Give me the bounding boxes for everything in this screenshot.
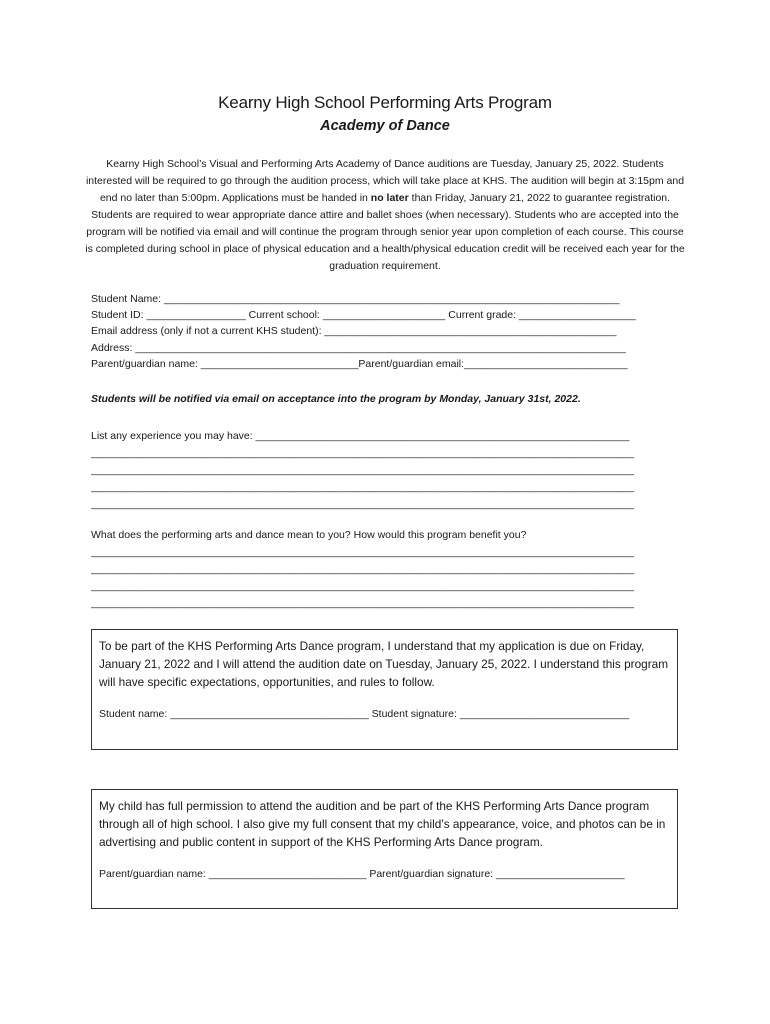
intro-paragraph xyxy=(84,156,686,275)
experience-line[interactable]: _____________________________________________________________________________________________ xyxy=(91,464,635,476)
student-name-field[interactable]: Student Name: ______________________________________________________________________________ xyxy=(91,293,620,305)
meaning-line[interactable]: _____________________________________________________________________________________________ xyxy=(91,563,635,575)
student-id-school-grade-field[interactable]: Student ID: _________________ Current school: _____________________ Current grade: ____________________ xyxy=(91,309,636,322)
intro-text-end: than Friday, January 21, 2022 to guarantee registration. Students are required to wear appropriate dance attire and ballet shoes (when necessary). Students who are accepted into the program will be notified via email and will continue the program through senior year upon completion of each course. This course is completed during school in place of physical education and a health/physical education credit will be received each year for the graduation requirement. xyxy=(85,192,685,272)
student-agreement-text: To be part of the KHS Performing Arts Dance program, I understand that my application is due on Friday, January 21, 2022 and I will attend the audition date on Tuesday, January 25, 2022. I understand this program will have specific expectations, opportunities, and rules to follow. xyxy=(99,639,669,689)
experience-section xyxy=(91,428,681,513)
intro-text-bold: no later xyxy=(370,192,409,204)
student-agreement-box xyxy=(91,629,678,750)
meaning-section xyxy=(91,527,681,612)
page-subtitle: Academy of Dance xyxy=(320,118,450,134)
page-title: Kearny High School Performing Arts Program xyxy=(218,93,552,112)
address-field[interactable]: Address: ____________________________________________________________________________________ xyxy=(91,341,626,354)
meaning-label: What does the performing arts and dance mean to you? How would this program benefit you? xyxy=(91,529,527,541)
experience-label[interactable]: List any experience you may have: ________________________________________________________________ xyxy=(91,430,630,442)
experience-line[interactable]: _____________________________________________________________________________________________ xyxy=(91,447,635,459)
parent-signature-row[interactable]: Parent/guardian name: ___________________________ Parent/guardian signature: ______________________ xyxy=(99,868,625,880)
parent-consent-text: My child has full permission to attend the audition and be part of the KHS Performing Arts Dance program through all of high school. I also give my full consent that my child’s appearance, voice, and photos can be in advertising and public content in support of the KHS Performing Arts Dance program. xyxy=(99,799,666,849)
parent-consent-box xyxy=(91,789,678,909)
notification-notice: Students will be notified via email on acceptance into the program by Monday, January 31st, 2022. xyxy=(91,393,581,405)
email-address-field[interactable]: Email address (only if not a current KHS student): __________________________________________________ xyxy=(91,325,617,338)
student-info-fields xyxy=(91,291,683,372)
experience-line[interactable]: _____________________________________________________________________________________________ xyxy=(91,481,635,493)
experience-line[interactable]: _____________________________________________________________________________________________ xyxy=(91,498,635,510)
meaning-line[interactable]: _____________________________________________________________________________________________ xyxy=(91,580,635,592)
student-signature-row[interactable]: Student name: __________________________________ Student signature: _____________________________ xyxy=(99,708,630,720)
intro-text-start: Kearny High School’s Visual and Performing Arts Academy of Dance auditions are Tuesday, January 25, 2022. Students interested will be required to go through the audition process, which will take place at KHS. The audition will begin at 3:15pm and end no later than 5:00pm. Applications must be handed in xyxy=(85,158,685,204)
parent-guardian-field[interactable]: Parent/guardian name: ___________________________Parent/guardian email:____________________________ xyxy=(91,357,628,370)
meaning-line[interactable]: _____________________________________________________________________________________________ xyxy=(91,546,635,558)
meaning-line[interactable]: _____________________________________________________________________________________________ xyxy=(91,597,635,609)
